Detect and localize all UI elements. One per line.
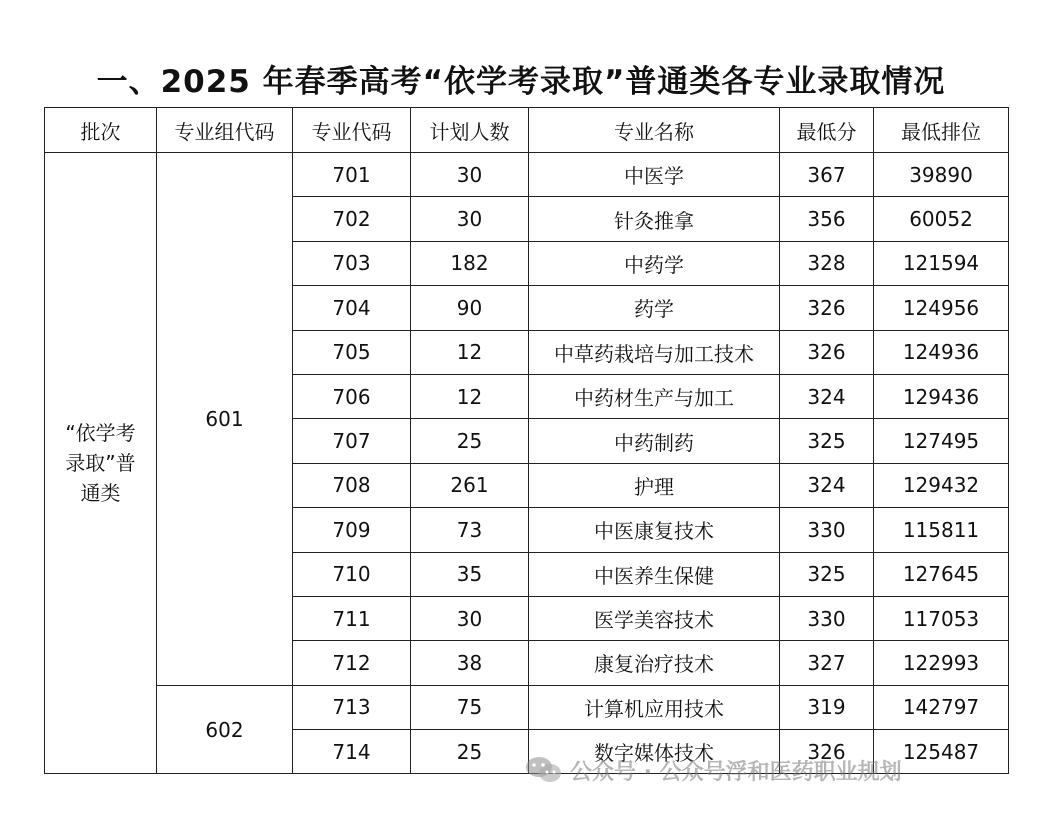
plan-count: 38 [411,641,529,685]
plan-count: 75 [411,685,529,729]
major-code: 713 [293,685,411,729]
plan-count: 261 [411,463,529,507]
major-code: 705 [293,330,411,374]
plan-count: 182 [411,241,529,285]
major-code: 704 [293,286,411,330]
major-name: 计算机应用技术 [529,685,780,729]
min-rank: 121594 [874,241,1009,285]
min-rank: 125487 [874,730,1009,774]
group-code-cell: 601 [157,153,293,686]
min-score: 330 [780,596,874,640]
plan-count: 73 [411,508,529,552]
major-name: 康复治疗技术 [529,641,780,685]
page-title: 一、2025 年春季高考“依学考录取”普通类各专业录取情况 [96,64,946,100]
major-name: 中医养生保健 [529,552,780,596]
min-rank: 142797 [874,685,1009,729]
min-rank: 60052 [874,197,1009,241]
header-row [45,108,1009,153]
major-name: 中医学 [529,153,780,197]
min-rank: 39890 [874,153,1009,197]
plan-count: 12 [411,330,529,374]
major-name: 中药学 [529,241,780,285]
plan-count: 35 [411,552,529,596]
min-score: 328 [780,241,874,285]
header-major-name: 专业名称 [529,108,780,153]
major-code: 709 [293,508,411,552]
min-rank: 129436 [874,374,1009,418]
min-score: 326 [780,286,874,330]
header-major-code: 专业代码 [293,108,411,153]
batch-cell [45,153,157,774]
min-score: 327 [780,641,874,685]
min-score: 326 [780,730,874,774]
plan-count: 30 [411,596,529,640]
plan-count: 12 [411,374,529,418]
major-code: 714 [293,730,411,774]
major-name: 药学 [529,286,780,330]
major-name: 中药制药 [529,419,780,463]
min-score: 324 [780,374,874,418]
header-min-score: 最低分 [780,108,874,153]
batch-line: 通类 [80,481,121,506]
batch-line: “依学考 [65,421,136,446]
min-rank: 124956 [874,286,1009,330]
batch-line: 录取”普 [65,451,136,476]
min-score: 356 [780,197,874,241]
header-min-rank: 最低排位 [874,108,1009,153]
min-score: 330 [780,508,874,552]
plan-count: 30 [411,197,529,241]
min-rank: 127645 [874,552,1009,596]
min-score: 367 [780,153,874,197]
table-row [45,153,1009,197]
min-rank: 127495 [874,419,1009,463]
header-plan-count: 计划人数 [411,108,529,153]
min-score: 326 [780,330,874,374]
major-code: 712 [293,641,411,685]
group-code-cell: 602 [157,685,293,774]
major-code: 706 [293,374,411,418]
major-name: 中医康复技术 [529,508,780,552]
header-batch: 批次 [45,108,157,153]
major-code: 710 [293,552,411,596]
min-rank: 129432 [874,463,1009,507]
header-group-code: 专业组代码 [157,108,293,153]
plan-count: 25 [411,730,529,774]
plan-count: 30 [411,153,529,197]
major-name: 中药材生产与加工 [529,374,780,418]
min-score: 325 [780,419,874,463]
major-name: 护理 [529,463,780,507]
plan-count: 25 [411,419,529,463]
major-code: 701 [293,153,411,197]
major-name: 医学美容技术 [529,596,780,640]
min-score: 319 [780,685,874,729]
major-code: 703 [293,241,411,285]
min-score: 324 [780,463,874,507]
admission-table [44,107,1009,774]
plan-count: 90 [411,286,529,330]
major-code: 707 [293,419,411,463]
major-code: 708 [293,463,411,507]
min-score: 325 [780,552,874,596]
watermark-text: 公众号 · 公众号浮和医药职业规划 [570,759,902,785]
min-rank: 122993 [874,641,1009,685]
min-rank: 117053 [874,596,1009,640]
table-row [45,685,1009,729]
major-code: 711 [293,596,411,640]
major-name: 数字媒体技术 [529,730,780,774]
major-name: 中草药栽培与加工技术 [529,330,780,374]
major-code: 702 [293,197,411,241]
major-name: 针灸推拿 [529,197,780,241]
min-rank: 115811 [874,508,1009,552]
min-rank: 124936 [874,330,1009,374]
